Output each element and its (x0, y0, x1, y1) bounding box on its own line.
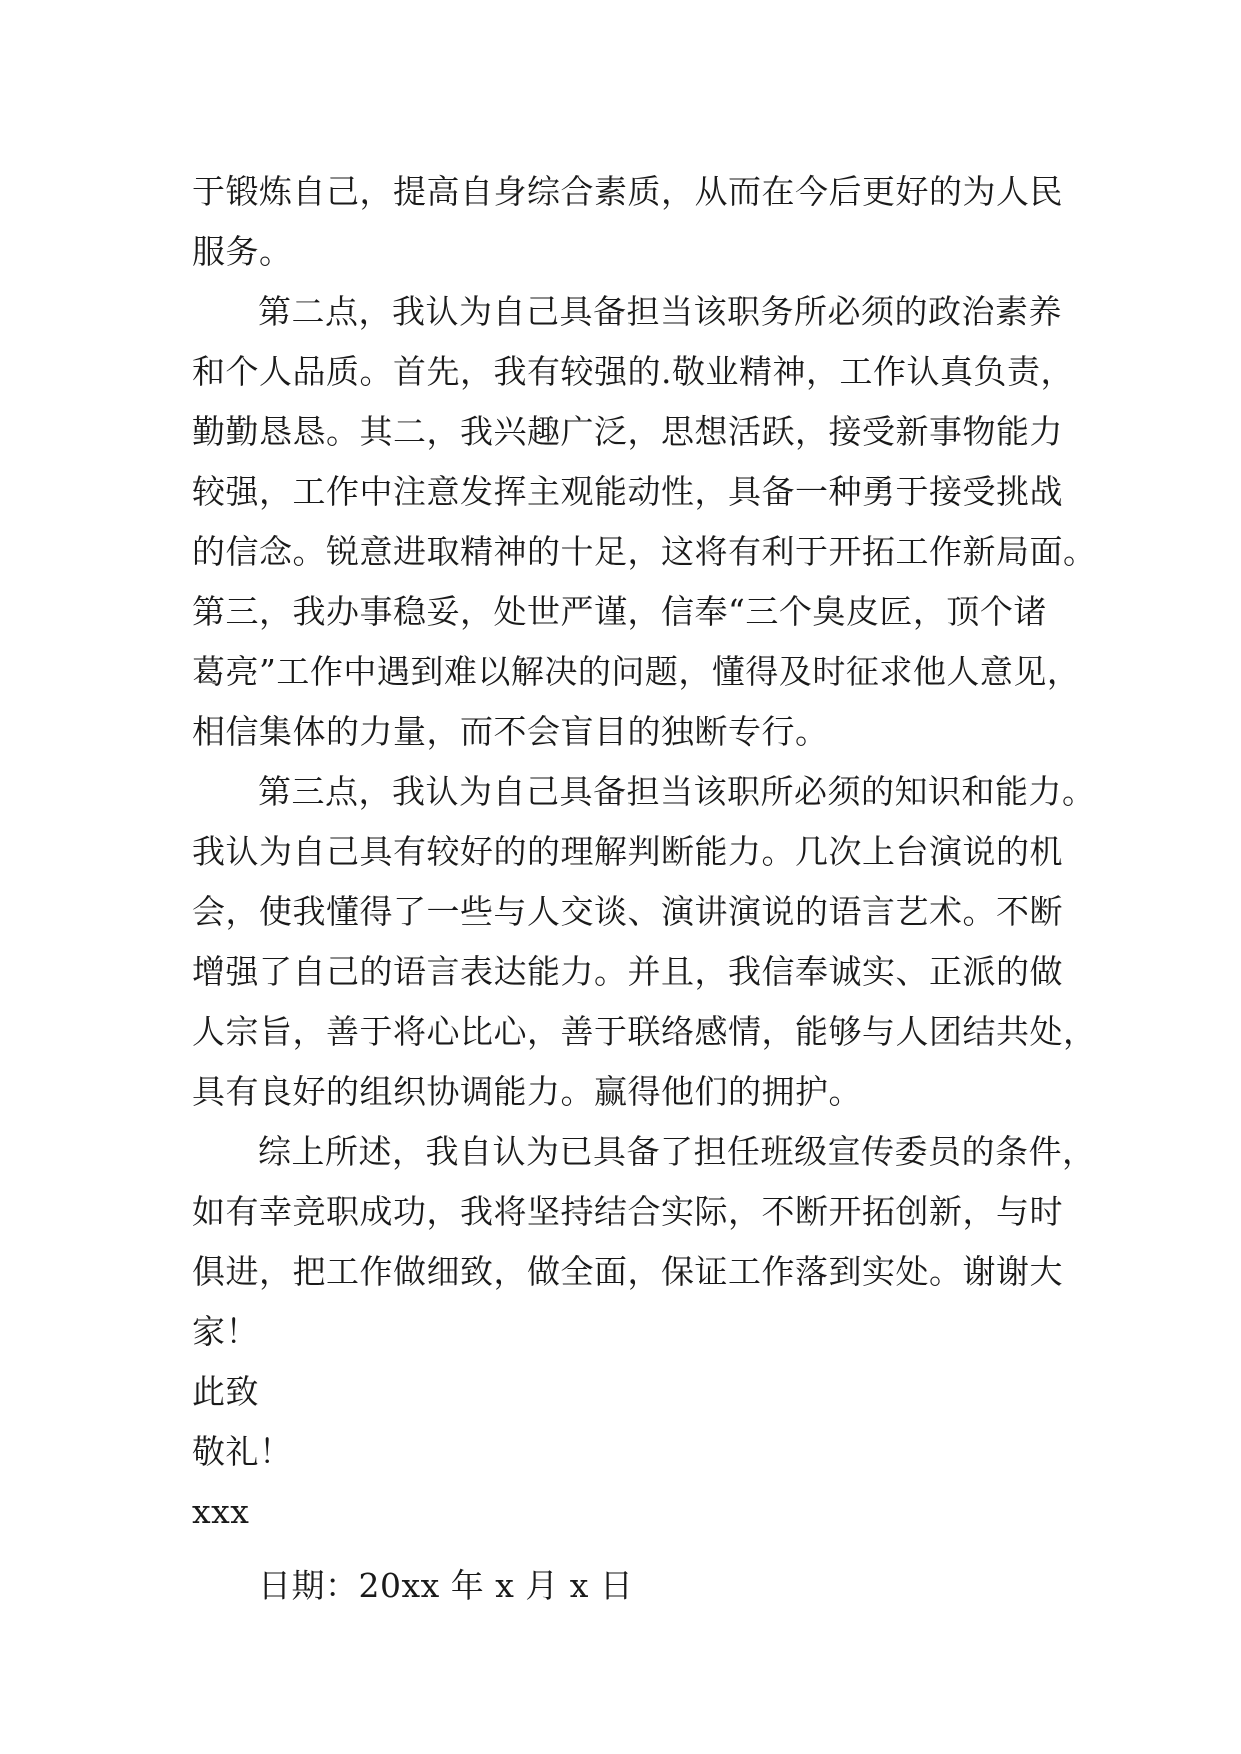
body-line: 人宗旨，善于将心比心，善于联络感情，能够与人团结共处， (192, 1012, 1097, 1051)
body-line: 家！ (192, 1312, 259, 1351)
document-body (192, 162, 1097, 1616)
body-line: 较强，工作中注意发挥主观能动性，具备一种勇于接受挑战 (192, 472, 1063, 511)
closing-salutation: 此致 (192, 1372, 259, 1411)
body-line: 增强了自己的语言表达能力。并且，我信奉诚实、正派的做 (192, 952, 1063, 991)
paragraph-start-line: 第二点，我认为自己具备担当该职务所必须的政治素养 (258, 292, 1062, 331)
paragraph-start-line: 第三点，我认为自己具备担当该职所必须的知识和能力。 (258, 772, 1096, 811)
body-line: 和个人品质。首先，我有较强的.敬业精神，工作认真负责， (192, 352, 1074, 391)
date-line: 日期：20xx 年 x 月 x 日 (258, 1566, 634, 1605)
body-line: 会，使我懂得了一些与人交谈、演讲演说的语言艺术。不断 (192, 892, 1063, 931)
body-line: 的信念。锐意进取精神的十足，这将有利于开拓工作新局面。 (192, 532, 1097, 571)
body-line: 如有幸竞职成功，我将坚持结合实际，不断开拓创新，与时 (192, 1192, 1063, 1231)
body-line: 第三，我办事稳妥，处世严谨，信奉“三个臭皮匠，顶个诸 (192, 592, 1047, 631)
body-line: 俱进，把工作做细致，做全面，保证工作落到实处。谢谢大 (192, 1252, 1063, 1291)
body-line: 相信集体的力量，而不会盲目的独断专行。 (192, 712, 829, 751)
body-line: 勤勤恳恳。其二，我兴趣广泛，思想活跃，接受新事物能力 (192, 412, 1063, 451)
body-line: 我认为自己具有较好的的理解判断能力。几次上台演说的机 (192, 832, 1063, 871)
paragraph-start-line: 综上所述，我自认为已具备了担任班级宣传委员的条件， (258, 1132, 1096, 1171)
body-line: 具有良好的组织协调能力。赢得他们的拥护。 (192, 1072, 862, 1111)
body-line: 服务。 (192, 232, 293, 271)
closing-regards: 敬礼！ (192, 1432, 293, 1471)
body-line: 葛亮”工作中遇到难以解决的问题，懂得及时征求他人意见， (192, 652, 1081, 691)
body-line: 于锻炼自己，提高自身综合素质，从而在今后更好的为人民 (192, 172, 1063, 211)
signature: xxx (192, 1492, 250, 1531)
